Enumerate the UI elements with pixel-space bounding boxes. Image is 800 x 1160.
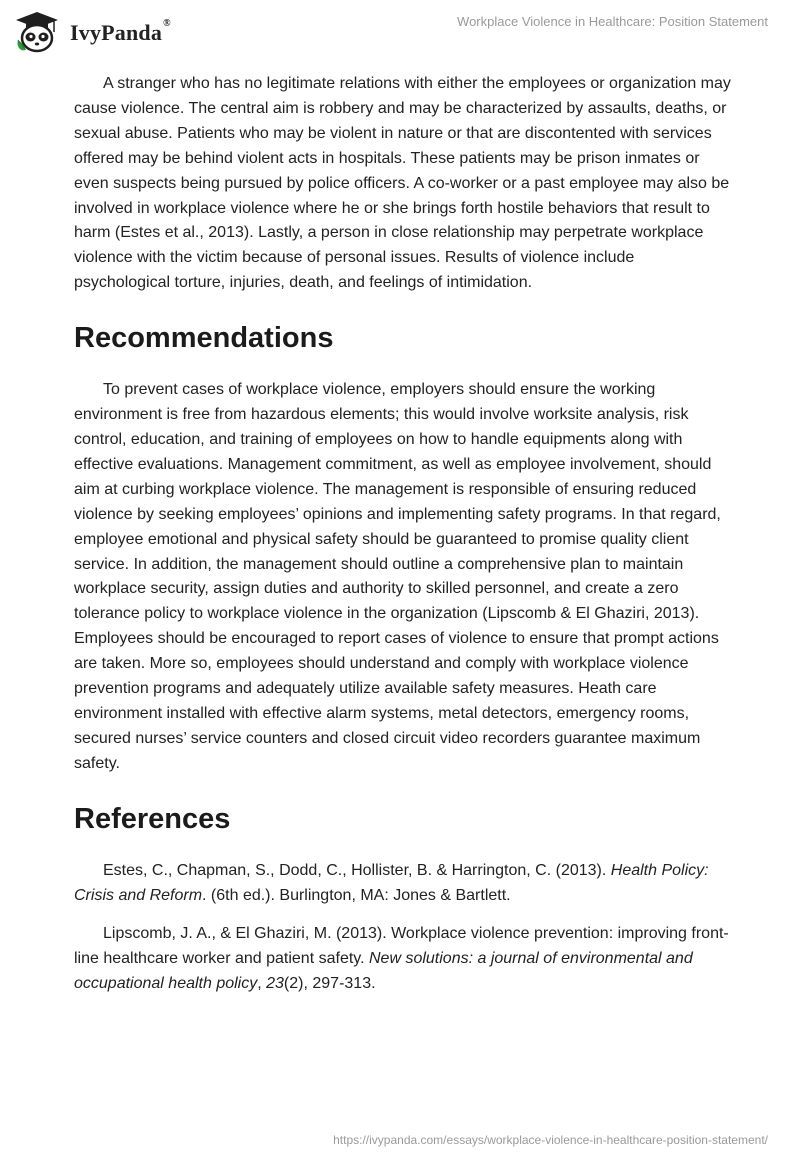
references-heading: References [74,802,231,835]
source-url[interactable]: https://ivypanda.com/essays/workplace-violence-in-healthcare-position-statement/ [333,1133,768,1147]
trademark-symbol: ® [163,18,171,29]
recommendations-paragraph: To prevent cases of workplace violence, employers should ensure the working environment is free from hazardous elements; this would involve worksite analysis, risk control, education, and training of employees on how to handle equipments along with effective evaluations. Management commitment, as well as employee involvement, should aim at curbing workplace violence. The management is responsible of ensuring reduced violence by seeking employees’ opinions and implementing safety programs. In that regard, employee emotional and physical safety should be guaranteed to promise quality client service. In addition, the management should outline a comprehensive plan to maintain workplace security, assign duties and authority to skilled personnel, and create a zero tolerance policy to workplace violence in the organization (Lipscomb & El Ghaziri, 2013). Employees should be encouraged to report cases of violence to ensure that prompt actions are taken. More so, employees should understand and comply with workplace violence prevention programs and adequately utilize available safety measures. Heath care environment installed with effective alarm systems, metal detectors, emergency rooms, secured nurses’ service counters and closed circuit video recorders guarantee maximum safety. [74,381,721,772]
intro-paragraph: A stranger who has no legitimate relations with either the employees or organization may cause violence. The central aim is robbery and may be characterized by assaults, deaths, or sexual abuse. Patients who may be violent in nature or that are discontented with services offered may be behind violent acts in hospitals. These patients may be prison inmates or even suspects being pursued by police officers. A co-worker or a past employee may also be involved in workplace violence where he or she brings forth hostile behaviors that result to harm (Estes et al., 2013). Lastly, a person in close relationship may perpetrate workplace violence with the victim because of personal issues. Results of violence include psychological torture, injuries, death, and feelings of intimidation. [74,75,731,292]
reference-text: . (6th ed.). Burlington, MA: Jones & Bartlett. [202,886,511,904]
reference-text: Lipscomb, J. A., & El Ghaziri, M. (2013). Workplace violence prevention: improving front-line healthcare worker and patient safety. [74,925,729,968]
reference-volume: 23 [266,975,284,993]
page-header [0,0,800,60]
document-body [74,72,734,1011]
reference-journal: New solutions: a journal of environmental and occupational health policy [74,950,693,993]
reference-text: (2), 297-313. [283,975,376,993]
reference-item [74,922,734,997]
reference-title: Health Policy: Crisis and Reform [74,861,709,904]
document-title: Workplace Violence in Healthcare: Position Statement [457,14,768,29]
brand-name[interactable]: IvyPanda® [70,18,171,45]
ivypanda-logo-icon[interactable] [14,10,60,54]
reference-item [74,859,734,909]
reference-text: Estes, C., Chapman, S., Dodd, C., Hollister, B. & Harrington, C. (2013). [103,861,611,879]
reference-text: , [257,975,267,993]
recommendations-heading: Recommendations [74,322,334,355]
